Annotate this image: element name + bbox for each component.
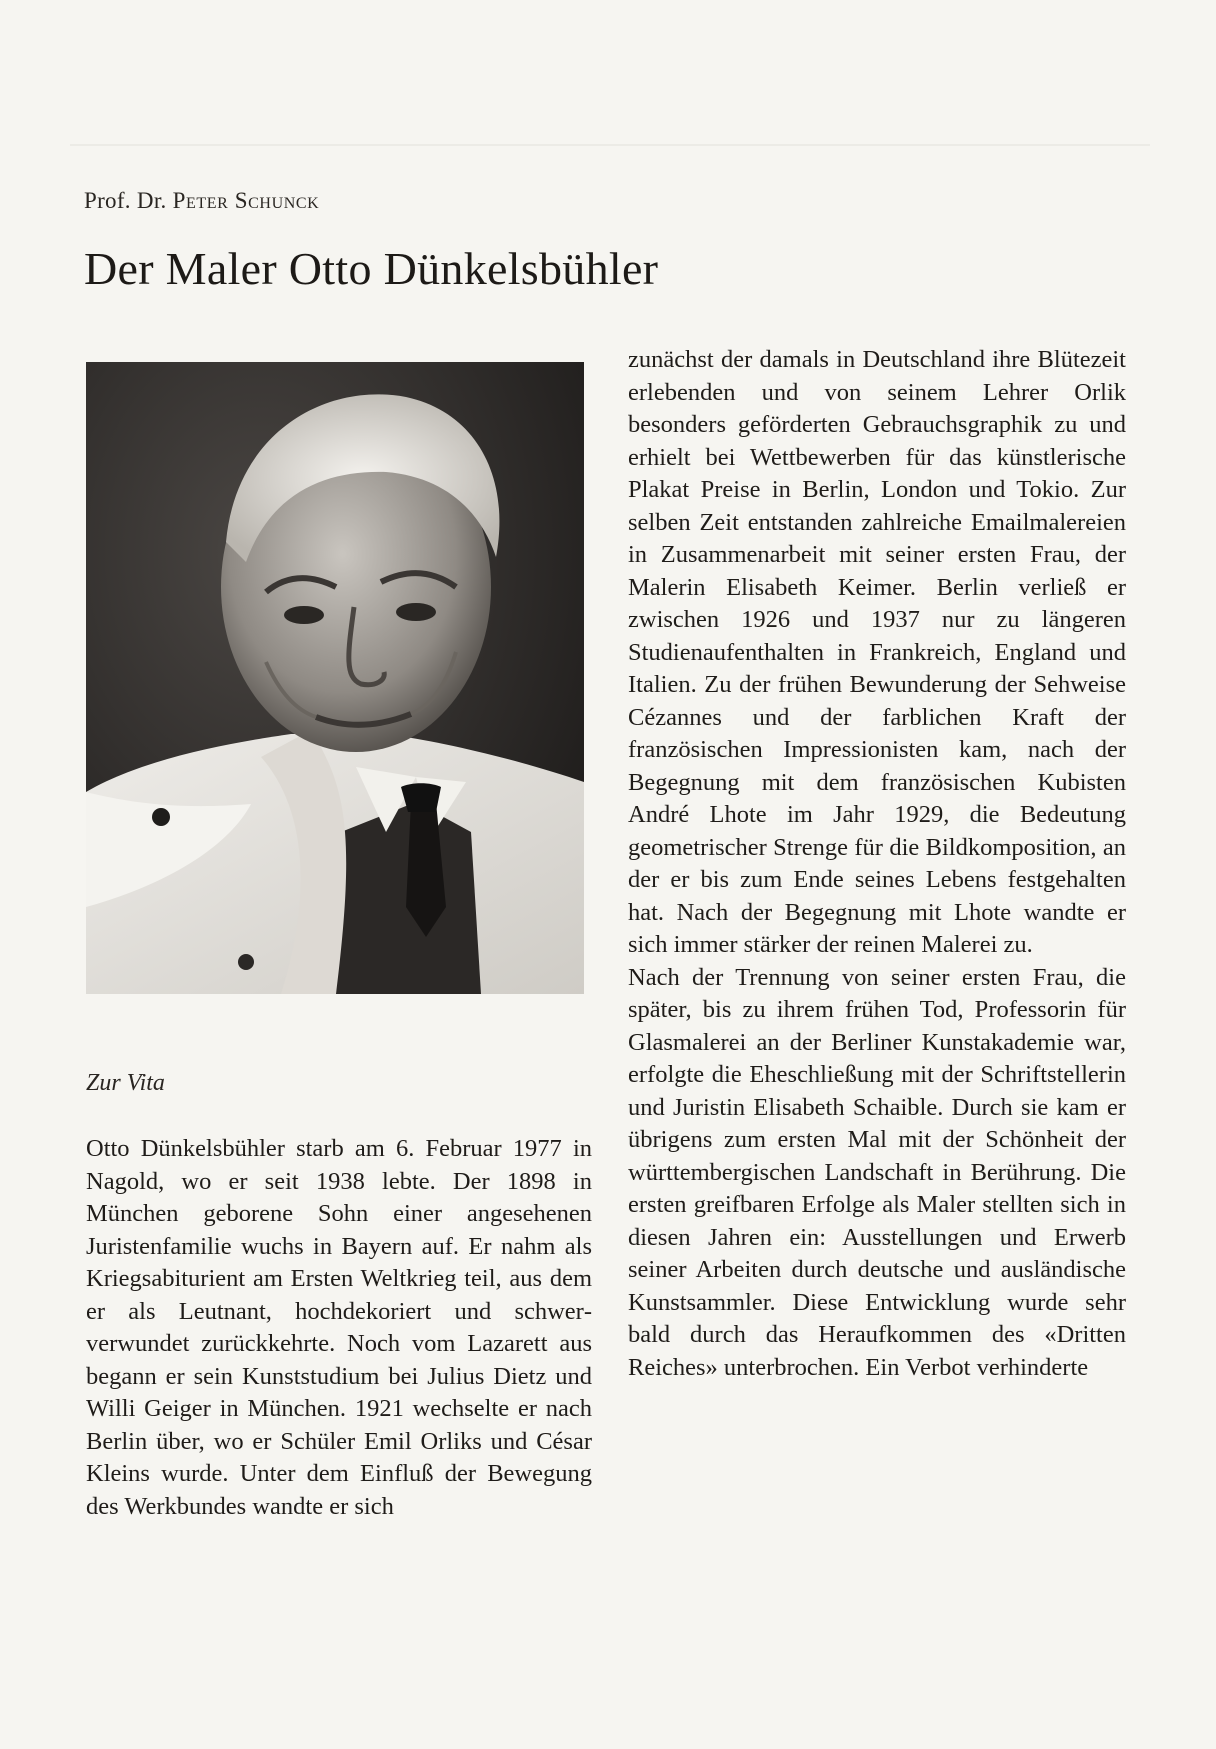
left-eye (284, 606, 324, 624)
left-column (86, 1133, 592, 1523)
author-name: Peter Schunck (172, 188, 320, 213)
author-line (84, 188, 319, 214)
right-eye (396, 603, 436, 621)
left-paragraph: Otto Dünkelsbühler starb am 6. Februar 1977 in Nagold, wo er seit 1938 lebte. Der 1898 in München geborene Sohn einer angesehenen Juristenfamilie wuchs in Bayern auf. Er nahm als Kriegsabiturient am Ersten Weltkrieg teil, aus dem er als Leutnant, hochdekoriert und schwerverwundet zurückkehrte. Noch vom Lazarett aus begann er sein Kunststudium bei Julius Dietz und Willi Geiger in München. 1921 wechselte er nach Berlin über, wo er Schüler Emil Orliks und César Kleins wurde. Unter dem Einfluß der Bewegung des Werkbundes wandte er sich (86, 1135, 592, 1520)
show-through-rule (70, 144, 1150, 146)
right-paragraph-2: Nach der Trennung von seiner ersten Frau, die später, bis zu ihrem frühen Tod, Professorin für Glasmalerei an der Berliner Kunstakademie war, erfolgte die Eheschließung mit der Schriftstellerin und Juristin Elisabeth Schaible. Durch sie kam er übrigens zum ersten Mal mit der Schönheit der württembergischen Landschaft in Berührung. Die ersten greifbaren Erfolge als Maler stellten sich in diesen Jahren ein: Ausstellungen und Erwerb seiner Arbeiten durch deutsche und ausländische Kunstsammler. Diese Entwicklung wurde sehr bald durch das Heraufkommen des «Dritten Reiches» unterbrochen. Ein Verbot verhinderte (628, 963, 1126, 1381)
coat-button-bottom (238, 954, 254, 970)
right-column (628, 344, 1126, 1384)
coat-button-top (152, 808, 170, 826)
portrait-image (86, 362, 584, 994)
section-heading: Zur Vita (86, 1070, 165, 1096)
author-prefix: Prof. Dr. (84, 188, 167, 213)
portrait-photo (86, 362, 584, 994)
article-title: Der Maler Otto Dünkelsbühler (84, 243, 659, 294)
tie-knot (401, 783, 441, 812)
right-paragraph-1: zunächst der damals in Deutschland ihre Blütezeit erlebenden und von seinem Lehrer Orlik besonders geförderten Gebrauchsgraphik zu und erhielt bei Wettbewerben für das künstlerische Plakat Preise in Berlin, London und Tokio. Zur selben Zeit entstanden zahlreiche Emailmalereien in Zusammenarbeit mit seiner ersten Frau, der Malerin Elisabeth Keimer. Berlin verließ er zwischen 1926 und 1937 nur zu längeren Studienaufenthalten in Frankreich, England und Italien. Zu der frühen Bewunderung der Sehweise Cézannes und der farblichen Kraft der französischen Impressionisten kam, nach der Begegnung mit dem französischen Kubisten André Lhote im Jahr 1929, die Bedeutung geometrischer Strenge für die Bildkomposition, an der er bis zum Ende seines Lebens festgehalten hat. Nach der Begegnung mit Lhote wandte er sich immer stärker der reinen Malerei zu. (628, 346, 1126, 958)
